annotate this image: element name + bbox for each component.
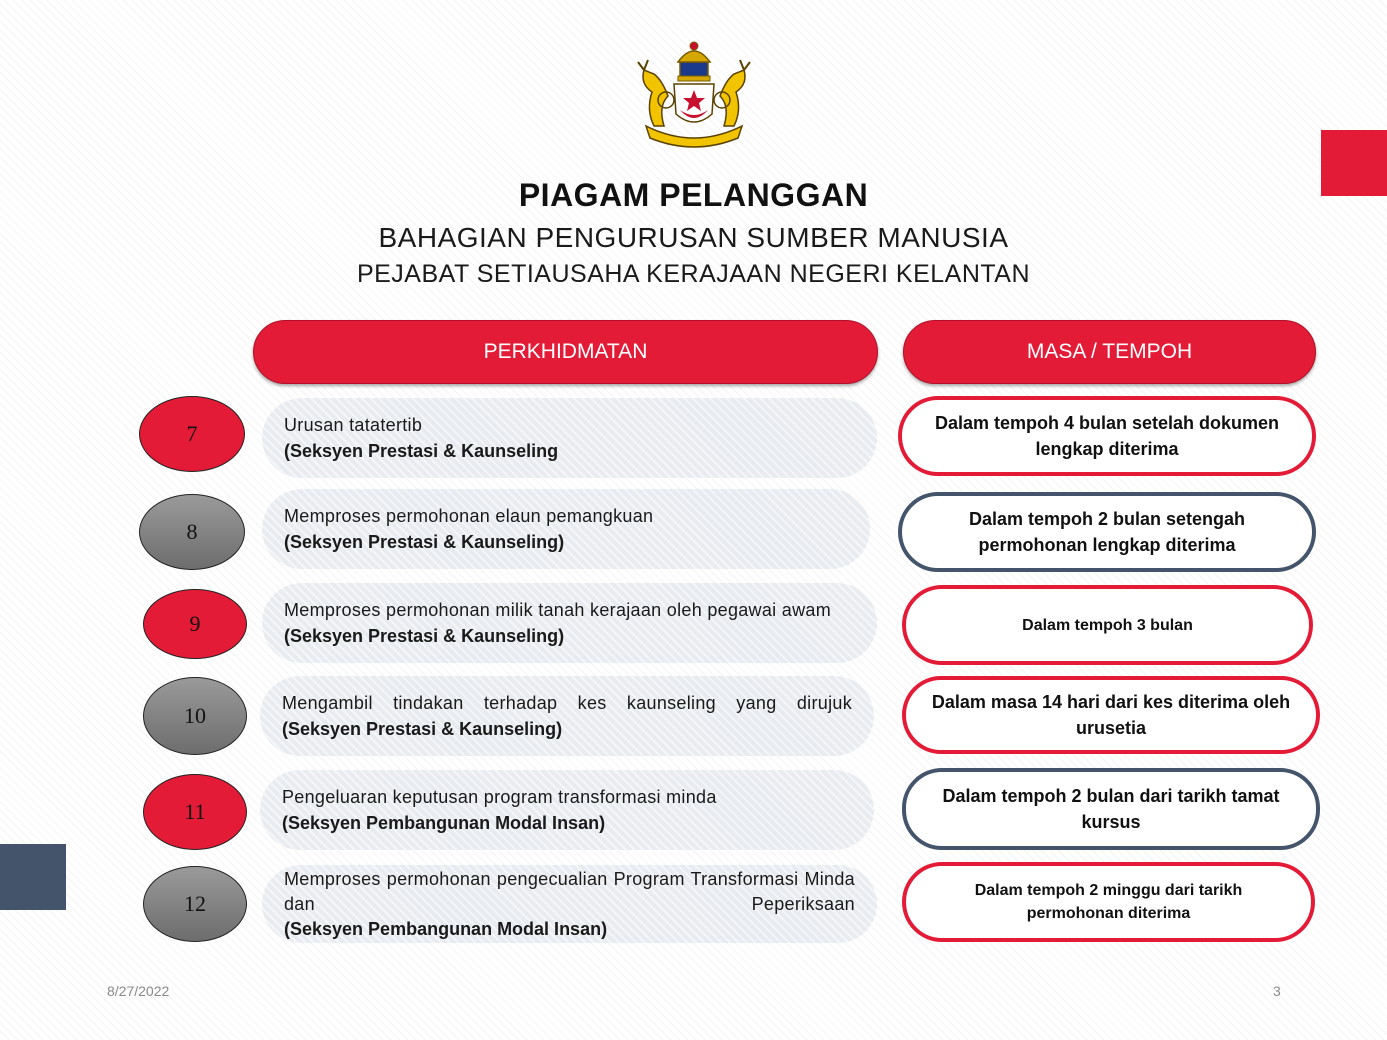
service-description: Mengambil tindakan terhadap kes kaunseling yang dirujuk — [282, 693, 852, 713]
time-item: Dalam tempoh 2 minggu dari tarikh permohonan diterima — [902, 862, 1315, 942]
service-section: (Seksyen Prestasi & Kaunseling — [284, 441, 559, 461]
footer-date: 8/27/2022 — [107, 983, 170, 999]
page-number: 3 — [1273, 983, 1281, 999]
service-section: (Seksyen Pembangunan Modal Insan) — [282, 813, 606, 833]
row-number-badge: 12 — [143, 866, 247, 942]
service-item — [262, 865, 877, 943]
service-description: Memproses permohonan milik tanah kerajaan oleh pegawai awam — [284, 600, 831, 620]
service-item — [260, 770, 874, 850]
page-title: PIAGAM PELANGGAN — [518, 177, 869, 213]
service-description: Memproses permohonan elaun pemangkuan — [284, 506, 654, 526]
service-item — [262, 398, 877, 478]
service-item — [260, 676, 874, 756]
service-item — [262, 583, 877, 663]
service-item — [262, 489, 870, 569]
service-section: (Seksyen Prestasi & Kaunseling) — [284, 532, 565, 552]
service-section: (Seksyen Prestasi & Kaunseling) — [284, 626, 565, 646]
row-number-badge: 8 — [139, 494, 245, 570]
time-item: Dalam tempoh 2 bulan dari tarikh tamat kursus — [902, 768, 1320, 850]
service-description: Memproses permohonan pengecualian Program Transformasi Minda dan Peperiksaan — [284, 868, 855, 914]
time-item: Dalam masa 14 hari dari kes diterima oleh urusetia — [902, 676, 1320, 754]
department-subtitle: BAHAGIAN PENGURUSAN SUMBER MANUSIA — [378, 222, 1009, 253]
time-item: Dalam tempoh 4 bulan setelah dokumen lengkap diterima — [898, 396, 1316, 476]
row-number-badge: 10 — [143, 677, 247, 755]
slate-accent-square — [0, 844, 66, 910]
office-subtitle: PEJABAT SETIAUSAHA KERAJAAN NEGERI KELANTAN — [356, 260, 1031, 288]
row-number-badge: 7 — [139, 396, 245, 472]
kelantan-crest-icon — [636, 40, 752, 148]
service-section: (Seksyen Pembangunan Modal Insan) — [284, 918, 608, 939]
service-description: Pengeluaran keputusan program transformasi minda — [282, 787, 717, 807]
row-number-badge: 9 — [143, 589, 247, 659]
row-number-badge: 11 — [143, 774, 247, 850]
service-section: (Seksyen Prestasi & Kaunseling) — [282, 719, 563, 739]
service-description: Urusan tatatertib — [284, 415, 423, 435]
header-perkhidmatan: PERKHIDMATAN — [253, 320, 878, 384]
header-masa-tempoh: MASA / TEMPOH — [903, 320, 1316, 384]
time-item: Dalam tempoh 3 bulan — [902, 585, 1313, 665]
time-item: Dalam tempoh 2 bulan setengah permohonan lengkap diterima — [898, 492, 1316, 572]
red-accent-square — [1321, 130, 1387, 196]
